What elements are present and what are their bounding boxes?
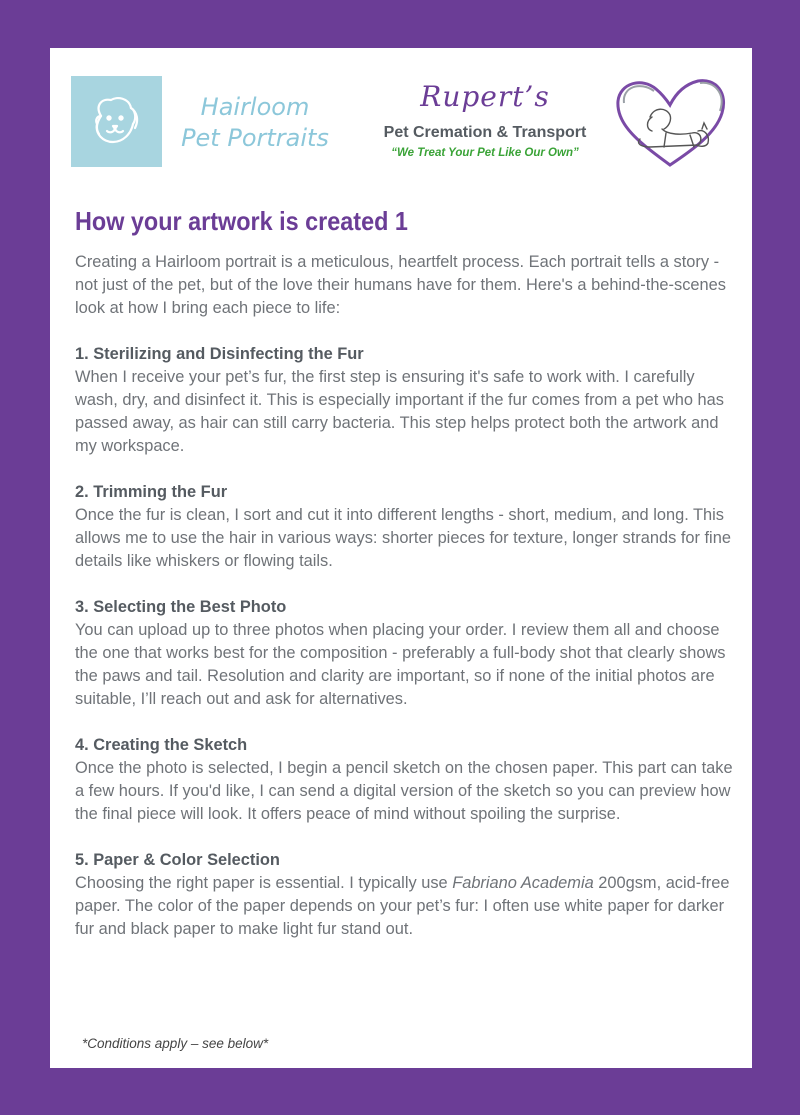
- section-title: 5. Paper & Color Selection: [75, 851, 280, 869]
- hairloom-logo: [71, 76, 162, 167]
- main-content: [75, 206, 735, 941]
- ruperts-subtitle: Pet Cremation & Transport: [383, 124, 587, 141]
- section-trimming: [75, 481, 735, 573]
- section-title: 2. Trimming the Fur: [75, 483, 228, 501]
- header: [50, 48, 752, 198]
- section-body: Once the photo is selected, I begin a pencil sketch on the chosen paper. This part can take a few hours. If you'd like, I can send a digital version of the sketch so you can preview how the final piece will look. It offers peace of mind without spoiling the surprise.: [75, 759, 733, 823]
- ruperts-tagline: “We Treat Your Pet Like Our Own”: [391, 147, 579, 159]
- section-body: When I receive your pet’s fur, the first step is ensuring it's safe to work with. I carefully wash, dry, and disinfect it. This is especially important if the fur comes from a pet who has passed away, as hair can still carry bacteria. This step helps protect both the artwork and my workspace.: [75, 368, 724, 455]
- section-photo: [75, 596, 735, 711]
- ruperts-title: Rupert’s: [420, 80, 550, 113]
- section-paper: [75, 849, 735, 941]
- hairloom-line2: Pet Portraits: [181, 124, 329, 152]
- paper-brand: Fabriano Academia: [452, 874, 594, 892]
- hairloom-wordmark: [165, 92, 345, 154]
- ruperts-heart-logo: [610, 73, 730, 173]
- conditions-footnote: *Conditions apply – see below*: [82, 1036, 269, 1051]
- section-title: 4. Creating the Sketch: [75, 736, 248, 754]
- section-body: Once the fur is clean, I sort and cut it into different lengths - short, medium, and long. This allows me to use the hair in various ways: shorter pieces for texture, longer strands for fine details like whiskers or flowing tails.: [75, 506, 731, 570]
- intro-paragraph: Creating a Hairloom portrait is a meticulous, heartfelt process. Each portrait tells a story - not just of the pet, but of the love their humans have for them. Here's a behind-the-scenes look at how I bring each piece to life:: [75, 253, 726, 317]
- section-title: 1. Sterilizing and Disinfecting the Fur: [75, 345, 364, 363]
- section-sterilizing: [75, 343, 735, 458]
- heart-pets-icon: [610, 73, 730, 173]
- document-page: [50, 48, 752, 1068]
- dog-cat-icon: [71, 76, 162, 167]
- section-title: 3. Selecting the Best Photo: [75, 598, 287, 616]
- section-sketch: [75, 734, 735, 826]
- section-body: [75, 872, 735, 941]
- hairloom-line1: Hairloom: [200, 93, 310, 121]
- section-body-start: Choosing the right paper is essential. I typically use: [75, 874, 453, 892]
- section-body: You can upload up to three photos when placing your order. I review them all and choose the one that works best for the composition - preferably a full-body shot that clearly shows the paws and tail. Resolution and clarity are important, so if none of the initial photos are suitable, I’ll reach out and ask for alternatives.: [75, 621, 726, 708]
- section-body-end: 200gsm, acid-free paper. The color of the paper depends on your pet’s fur: I often use white paper for darker fur and black paper to make light fur stand out.: [75, 874, 730, 938]
- page-title: How your artwork is created 1: [75, 206, 408, 236]
